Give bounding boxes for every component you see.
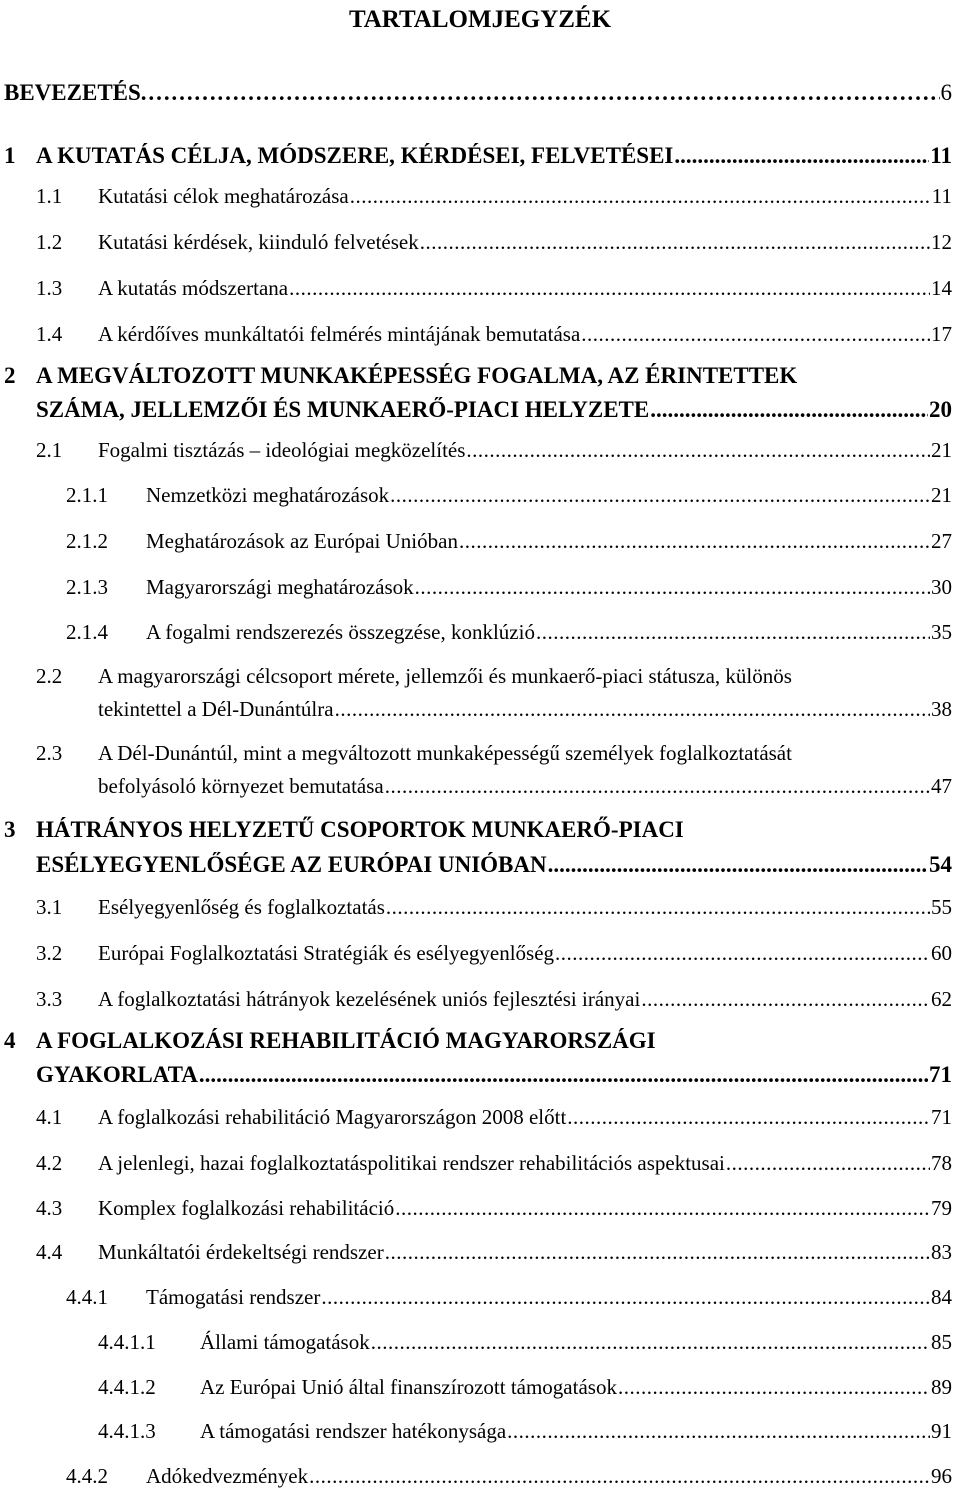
toc-entry-title: Kutatási célok meghatározása	[98, 184, 349, 208]
toc-entry-subsection-4-4-2[interactable]	[66, 1464, 952, 1489]
toc-entry-title-line1: HÁTRÁNYOS HELYZETŰ CSOPORTOK MUNKAERŐ-PIACI	[36, 817, 684, 842]
toc-leader	[199, 1062, 928, 1088]
toc-leader	[385, 774, 930, 799]
toc-entry-title: Komplex foglalkozási rehabilitáció	[98, 1196, 395, 1220]
toc-entry-title: A kutatás módszertana	[98, 276, 289, 300]
toc-entry-number: 2.1.3	[66, 575, 108, 599]
toc-page-number: 96	[931, 1464, 952, 1488]
toc-entry-subsubsection-4-4-1-2[interactable]	[98, 1375, 952, 1400]
toc-leader	[507, 1419, 930, 1444]
toc-page-number: 83	[931, 1240, 952, 1264]
toc-entry-subsection-2-1-2[interactable]	[66, 529, 952, 554]
toc-entry-number: 4.2	[36, 1151, 63, 1175]
toc-entry-chapter-2-first-line[interactable]	[4, 359, 797, 393]
toc-entry-title: Magyarországi meghatározások	[146, 575, 414, 599]
page-title: TARTALOMJEGYZÉK	[348, 6, 612, 33]
toc-entry-number: 2	[4, 363, 16, 388]
toc-entry-number: 4.4.1	[66, 1285, 108, 1309]
toc-page-number: 21	[931, 438, 952, 462]
toc-page-number: 84	[931, 1285, 952, 1309]
toc-page-number: 30	[931, 575, 952, 599]
toc-page-number: 35	[931, 620, 952, 644]
toc-entry-number: 4.3	[36, 1196, 63, 1220]
toc-entry-section-4-1[interactable]	[36, 1105, 952, 1130]
toc-entry-title: Az Európai Unió által finanszírozott támogatások	[200, 1375, 617, 1399]
toc-entry-number: 3	[4, 817, 16, 842]
toc-leader	[415, 575, 930, 600]
toc-entry-number: 3.3	[36, 987, 63, 1011]
toc-entry-number: 3.2	[36, 941, 63, 965]
toc-page-number: 79	[931, 1196, 952, 1220]
toc-entry-title: A fogalmi rendszerezés összegzése, konklúzió	[146, 620, 535, 644]
toc-entry-chapter-4-first-line[interactable]	[4, 1024, 656, 1058]
toc-entry-chapter-3-first-line[interactable]	[4, 813, 684, 847]
toc-entry-title: A jelenlegi, hazai foglalkoztatáspolitikai rendszer rehabilitációs aspektusai	[98, 1151, 725, 1175]
toc-leader	[386, 895, 930, 920]
toc-entry-title: A foglalkoztatási hátrányok kezelésének uniós fejlesztési irányai	[98, 987, 641, 1011]
toc-entry-section-4-3[interactable]	[36, 1196, 952, 1221]
toc-entry-title: Adókedvezmények	[146, 1464, 309, 1488]
toc-leader	[371, 1330, 930, 1355]
toc-entry-title: Kutatási kérdések, kiinduló felvetések	[98, 230, 419, 254]
toc-leader	[726, 1151, 930, 1176]
toc-leader	[581, 322, 930, 347]
toc-entry-section-3-3[interactable]	[36, 987, 952, 1012]
toc-entry-title: ESÉLYEGYENLŐSÉGE AZ EURÓPAI UNIÓBAN	[36, 852, 547, 877]
toc-entry-number: 1.1	[36, 184, 63, 208]
toc-leader	[385, 1240, 930, 1265]
toc-entry-subsection-4-4-1[interactable]	[66, 1285, 952, 1310]
toc-leader	[536, 620, 930, 645]
toc-entry-title-line1: A Dél-Dunántúl, mint a megváltozott munkaképességű személyek foglalkoztatását	[98, 741, 792, 765]
toc-page-number: 47	[931, 774, 952, 798]
toc-entry-chapter-2[interactable]	[36, 397, 952, 423]
toc-leader	[420, 230, 930, 255]
toc-entry-title: A kérdőíves munkáltatói felmérés mintájának bemutatása	[98, 322, 581, 346]
toc-entry-introduction[interactable]	[4, 80, 952, 106]
toc-page-number: 89	[931, 1375, 952, 1399]
toc-entry-section-1-4[interactable]	[36, 322, 952, 347]
toc-entry-section-3-2[interactable]	[36, 941, 952, 966]
toc-entry-chapter-1[interactable]	[4, 143, 952, 169]
toc-entry-section-4-2[interactable]	[36, 1151, 952, 1176]
toc-entry-title: tekintettel a Dél-Dunántúlra	[98, 697, 334, 721]
toc-entry-section-2-3-first-line[interactable]	[36, 736, 792, 770]
toc-leader	[335, 697, 930, 722]
toc-leader	[650, 397, 928, 423]
toc-entry-subsubsection-4-4-1-3[interactable]	[98, 1419, 952, 1444]
toc-entry-number: 4.4	[36, 1240, 63, 1264]
toc-entry-number: 4.4.1.1	[98, 1330, 156, 1354]
toc-leader	[567, 1105, 930, 1130]
toc-leader	[395, 1196, 930, 1221]
toc-entry-title: A támogatási rendszer hatékonysága	[200, 1419, 507, 1443]
toc-entry-chapter-4[interactable]	[36, 1062, 952, 1088]
toc-entry-number: 4.4.1.2	[98, 1375, 156, 1399]
toc-entry-number: 2.2	[36, 664, 63, 688]
toc-entry-number: 2.1	[36, 438, 63, 462]
toc-leader	[641, 987, 930, 1012]
toc-entry-title: SZÁMA, JELLEMZŐI ÉS MUNKAERŐ-PIACI HELYZETE	[36, 397, 650, 422]
toc-entry-title: Munkáltatói érdekeltségi rendszer	[98, 1240, 384, 1264]
toc-entry-title-line1: A FOGLALKOZÁSI REHABILITÁCIÓ MAGYARORSZÁGI	[36, 1028, 656, 1053]
toc-leader	[466, 438, 930, 463]
toc-entry-number: 3.1	[36, 895, 63, 919]
toc-entry-title-line1: A MEGVÁLTOZOTT MUNKAKÉPESSÉG FOGALMA, AZ ÉRINTETTEK	[36, 363, 798, 388]
toc-entry-number: 2.3	[36, 741, 63, 765]
toc-leader	[309, 1464, 930, 1489]
toc-page-number: 17	[931, 322, 952, 346]
toc-entry-title: Fogalmi tisztázás – ideológiai megközelítés	[98, 438, 466, 462]
toc-page-number: 11	[931, 184, 952, 208]
toc-entry-number: 2.1.2	[66, 529, 108, 553]
toc-entry-title-line1: A magyarországi célcsoport mérete, jellemzői és munkaerő-piaci státusza, különös	[98, 664, 792, 688]
toc-entry-section-2-1[interactable]	[36, 438, 952, 463]
toc-leader	[390, 483, 930, 508]
toc-page-number: 11	[930, 143, 952, 168]
toc-leader	[459, 529, 930, 554]
toc-leader	[148, 80, 940, 106]
toc-entry-number: 1.4	[36, 322, 63, 346]
toc-entry-number: 4.4.2	[66, 1464, 108, 1488]
toc-page-number: 14	[931, 276, 952, 300]
toc-page-number: 38	[931, 697, 952, 721]
toc-page-number: 20	[929, 397, 952, 422]
toc-page-number: 60	[931, 941, 952, 965]
toc-entry-subsection-2-1-3[interactable]	[66, 575, 952, 600]
toc-entry-number: 4.4.1.3	[98, 1419, 156, 1443]
toc-page-number: 71	[929, 1062, 952, 1087]
toc-entry-number: 4	[4, 1028, 16, 1053]
toc-page-number: 71	[931, 1105, 952, 1129]
toc-entry-section-1-2[interactable]	[36, 230, 952, 255]
toc-entry-number: 1	[4, 143, 16, 168]
toc-entry-number: 1.2	[36, 230, 63, 254]
toc-entry-number: 1.3	[36, 276, 63, 300]
toc-entry-number: 2.1.1	[66, 483, 108, 507]
toc-entry-title: BEVEZETÉS.	[4, 80, 147, 105]
toc-leader	[548, 852, 928, 878]
toc-entry-section-1-1[interactable]	[36, 184, 952, 209]
toc-entry-title: Állami támogatások	[200, 1330, 370, 1354]
toc-page-number: 78	[931, 1151, 952, 1175]
toc-entry-title: Nemzetközi meghatározások	[146, 483, 390, 507]
toc-entry-title: A KUTATÁS CÉLJA, MÓDSZERE, KÉRDÉSEI, FELVETÉSEI	[36, 143, 674, 168]
toc-leader	[618, 1375, 930, 1400]
toc-entry-section-2-2-first-line[interactable]	[36, 659, 792, 693]
toc-entry-subsection-2-1-1[interactable]	[66, 483, 952, 508]
toc-page-number: 27	[931, 529, 952, 553]
toc-leader	[321, 1285, 930, 1310]
toc-entry-title: Európai Foglalkoztatási Stratégiák és esélyegyenlőség	[98, 941, 555, 965]
toc-leader	[350, 184, 931, 209]
toc-entry-title: Esélyegyenlőség és foglalkoztatás	[98, 895, 385, 919]
toc-entry-number: 4.1	[36, 1105, 63, 1129]
toc-entry-section-2-2[interactable]	[98, 697, 952, 722]
toc-page-number: 54	[929, 852, 952, 877]
toc-page-number: 55	[931, 895, 952, 919]
toc-entry-subsubsection-4-4-1-1[interactable]	[98, 1330, 952, 1355]
toc-page-number: 85	[931, 1330, 952, 1354]
toc-entry-section-1-3[interactable]	[36, 276, 952, 301]
toc-entry-title: Meghatározások az Európai Unióban	[146, 529, 458, 553]
toc-entry-subsection-2-1-4[interactable]	[66, 620, 952, 645]
toc-leader	[674, 143, 929, 169]
toc-entry-title: GYAKORLATA	[36, 1062, 198, 1087]
toc-leader	[555, 941, 930, 966]
toc-page-number: 21	[931, 483, 952, 507]
toc-entry-number: 2.1.4	[66, 620, 108, 644]
toc-page-number: 91	[931, 1419, 952, 1443]
toc-entry-title: Támogatási rendszer	[146, 1285, 321, 1309]
toc-entry-title: A foglalkozási rehabilitáció Magyarországon 2008 előtt	[98, 1105, 567, 1129]
toc-entry-section-4-4[interactable]	[36, 1240, 952, 1265]
toc-page-number: 12	[931, 230, 952, 254]
toc-entry-chapter-3[interactable]	[36, 852, 952, 878]
toc-page-number: 6	[940, 80, 952, 105]
toc-page-number: 62	[931, 987, 952, 1011]
toc-entry-section-2-3[interactable]	[98, 774, 952, 799]
toc-entry-title: befolyásoló környezet bemutatása	[98, 774, 384, 798]
toc-leader	[289, 276, 930, 301]
toc-entry-section-3-1[interactable]	[36, 895, 952, 920]
